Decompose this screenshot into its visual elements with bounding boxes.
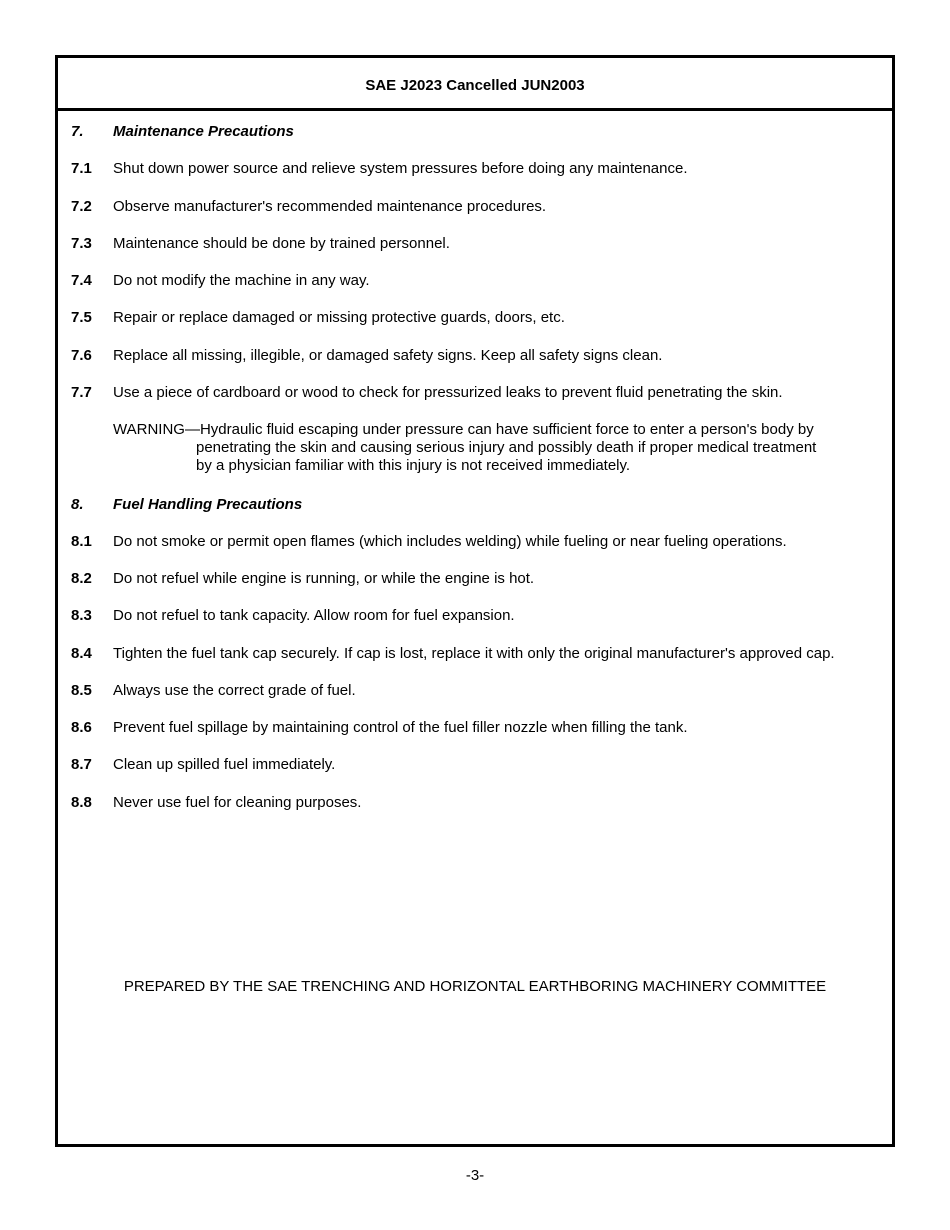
document-title: SAE J2023 Cancelled JUN2003	[365, 76, 585, 94]
section-number: 7.	[71, 123, 84, 140]
item-number: 7.4	[71, 272, 92, 289]
item-text: Replace all missing, illegible, or damaged safety signs. Keep all safety signs clean.	[113, 347, 663, 364]
warning-line-3: by a physician familiar with this injury is not received immediately.	[196, 457, 631, 474]
item-number: 8.6	[71, 719, 92, 736]
page-frame	[55, 55, 895, 1147]
item-number: 7.2	[71, 198, 92, 215]
item-number: 8.4	[71, 645, 92, 662]
item-text: Observe manufacturer's recommended maintenance procedures.	[113, 198, 547, 215]
item-text: Never use fuel for cleaning purposes.	[113, 794, 362, 811]
item-text: Do not refuel while engine is running, or while the engine is hot.	[113, 570, 535, 587]
section-title: Fuel Handling Precautions	[113, 496, 303, 513]
item-text: Prevent fuel spillage by maintaining control of the fuel filler nozzle when filling the tank.	[113, 719, 688, 736]
item-text: Do not refuel to tank capacity. Allow room for fuel expansion.	[113, 607, 515, 624]
item-text: Maintenance should be done by trained personnel.	[113, 235, 450, 252]
item-text: Always use the correct grade of fuel.	[113, 682, 356, 699]
item-number: 7.7	[71, 384, 92, 401]
document-header	[58, 58, 892, 111]
item-number: 8.1	[71, 533, 92, 550]
item-number: 7.1	[71, 160, 92, 177]
item-text: Use a piece of cardboard or wood to check for pressurized leaks to prevent fluid penetrating the skin.	[113, 384, 783, 401]
warning-line-1: WARNING—Hydraulic fluid escaping under pressure can have sufficient force to enter a person's body by	[113, 421, 814, 438]
item-text: Do not smoke or permit open flames (which includes welding) while fueling or near fueling operations.	[113, 533, 787, 550]
prepared-by-statement: PREPARED BY THE SAE TRENCHING AND HORIZONTAL EARTHBORING MACHINERY COMMITTEE	[123, 978, 827, 995]
item-number: 8.5	[71, 682, 92, 699]
item-number: 7.3	[71, 235, 92, 252]
warning-line-2: penetrating the skin and causing serious injury and possibly death if proper medical treatment	[196, 439, 817, 456]
warning-note	[113, 421, 893, 475]
item-number: 7.6	[71, 347, 92, 364]
item-text: Repair or replace damaged or missing protective guards, doors, etc.	[113, 309, 565, 326]
item-text: Clean up spilled fuel immediately.	[113, 756, 336, 773]
item-text: Tighten the fuel tank cap securely. If cap is lost, replace it with only the original manufacturer's approved cap.	[113, 645, 835, 662]
item-number: 8.7	[71, 756, 92, 773]
item-text: Do not modify the machine in any way.	[113, 272, 370, 289]
item-text: Shut down power source and relieve system pressures before doing any maintenance.	[113, 160, 688, 177]
item-number: 8.3	[71, 607, 92, 624]
item-number: 8.2	[71, 570, 92, 587]
section-title: Maintenance Precautions	[113, 123, 294, 140]
item-number: 7.5	[71, 309, 92, 326]
item-number: 8.8	[71, 794, 92, 811]
page-number: -3-	[465, 1167, 485, 1184]
section-number: 8.	[71, 496, 84, 513]
